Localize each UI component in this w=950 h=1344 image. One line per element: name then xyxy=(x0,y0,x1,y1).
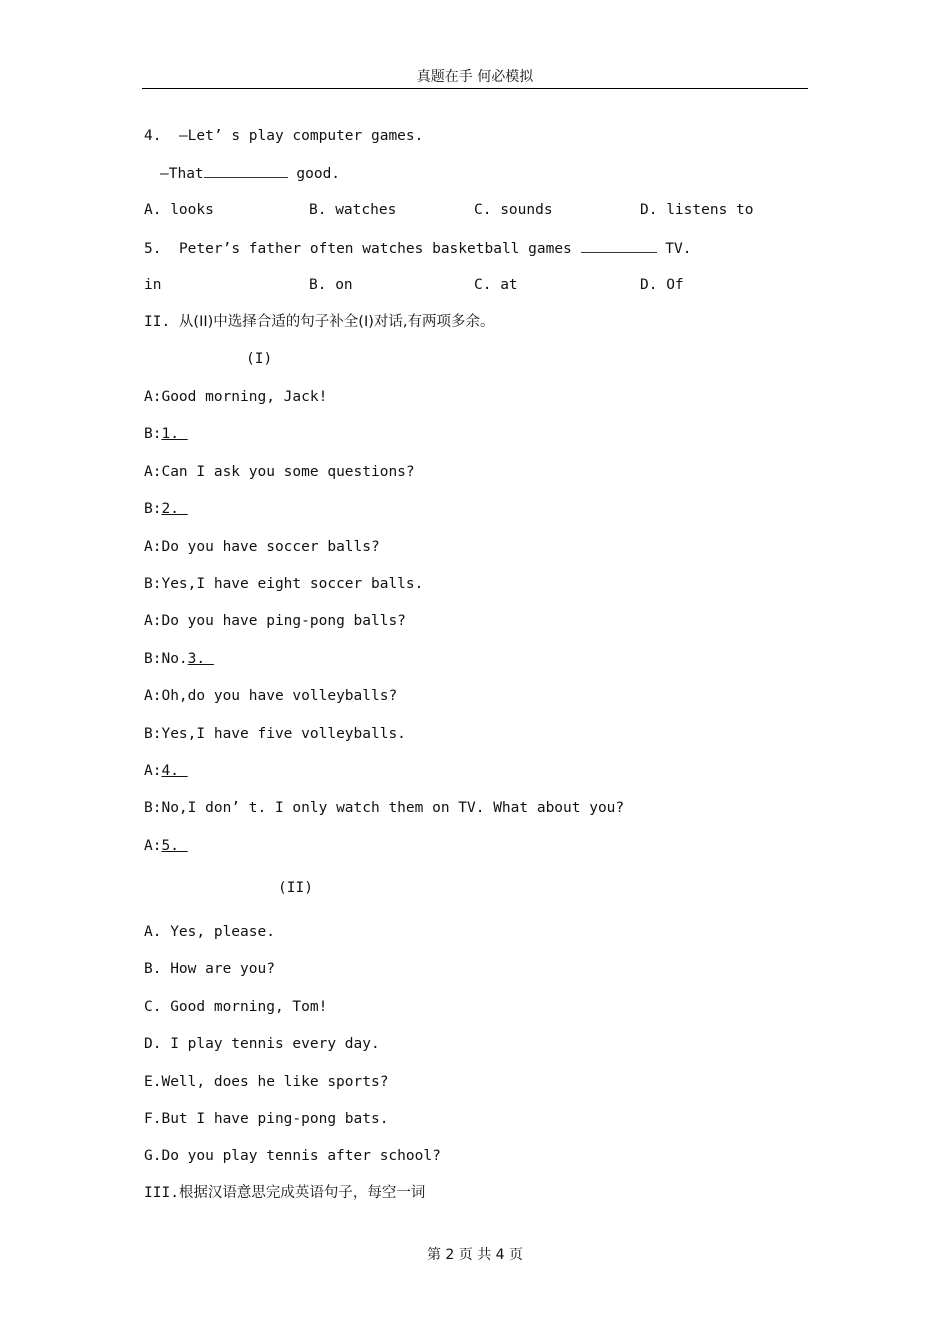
choice-item: D. I play tennis every day. xyxy=(144,1036,380,1052)
speaker-label: A: xyxy=(144,763,162,779)
speaker-label: B: xyxy=(144,426,162,442)
q4-option-c: C. sounds xyxy=(474,202,553,218)
q5-option-c: C. at xyxy=(474,277,518,293)
page-header: 真题在手 何必模拟 xyxy=(416,69,534,85)
dialogue-line xyxy=(144,424,188,444)
speaker-label: A: xyxy=(144,613,162,629)
section3-number: III. xyxy=(144,1185,179,1201)
dialogue-blank[interactable]: 1. xyxy=(161,426,188,442)
section3-instruction: 根据汉语意思完成英语句子，每空一词 xyxy=(178,1185,426,1201)
speaker-label: A: xyxy=(144,539,162,555)
q4-number: 4. xyxy=(144,128,162,144)
speaker-label: B: xyxy=(144,800,162,816)
speaker-label: B: xyxy=(144,651,162,667)
choice-item: G.Do you play tennis after school? xyxy=(144,1148,441,1164)
dialogue-blank[interactable]: 3. xyxy=(187,651,214,667)
dialogue-line xyxy=(144,798,624,818)
speaker-label: A: xyxy=(144,389,162,405)
choice-item: C. Good morning, Tom! xyxy=(144,999,328,1015)
dialogue-line xyxy=(144,611,406,631)
dialogue-line xyxy=(144,574,423,594)
dialogue-line xyxy=(144,387,327,407)
dialogue-line xyxy=(144,462,415,482)
q4-line2 xyxy=(160,163,340,184)
dialogue-text: Do you have soccer balls? xyxy=(161,539,380,555)
choice-item: B. How are you? xyxy=(144,961,275,977)
dialogue-text: Yes,I have eight soccer balls. xyxy=(161,576,424,592)
speaker-label: A: xyxy=(144,464,162,480)
part2-label: (II) xyxy=(278,880,313,896)
dialogue-text: No,I don’ t. I only watch them on TV. What about you? xyxy=(161,800,625,816)
speaker-label: A: xyxy=(144,688,162,704)
q4-line2-end: good. xyxy=(287,166,341,182)
q4-prompt: —Let’ s play computer games. xyxy=(178,128,424,144)
choice-item: F.But I have ping-pong bats. xyxy=(144,1111,389,1127)
dialogue-line xyxy=(144,499,188,519)
dialogue-blank[interactable]: 2. xyxy=(161,501,188,517)
q5-line xyxy=(144,238,691,259)
dialogue-text: Do you have ping-pong balls? xyxy=(161,613,406,629)
q5-number: 5. xyxy=(144,241,162,257)
speaker-label: B: xyxy=(144,576,162,592)
page-footer: 第 2 页 共 4 页 xyxy=(426,1247,524,1263)
dialogue-text: No. xyxy=(161,651,188,667)
q4-option-a: A. looks xyxy=(144,202,214,218)
speaker-label: B: xyxy=(144,726,162,742)
dialogue-text: Oh,do you have volleyballs? xyxy=(161,688,398,704)
q5-option-b: B. on xyxy=(309,277,353,293)
q4-option-d: D. listens to xyxy=(640,202,754,218)
dialogue-blank[interactable]: 5. xyxy=(161,838,188,854)
dialogue-line xyxy=(144,537,380,557)
section2-title xyxy=(144,312,495,332)
section2-number: II. xyxy=(144,314,179,330)
dialogue-line xyxy=(144,761,188,781)
q4-option-b: B. watches xyxy=(309,202,397,218)
header-divider xyxy=(142,88,808,89)
section3-title xyxy=(144,1183,425,1203)
q5-text-start: Peter’s father often watches basketball games xyxy=(178,241,581,257)
choice-item: A. Yes, please. xyxy=(144,924,275,940)
choice-item: E.Well, does he like sports? xyxy=(144,1074,389,1090)
q5-option-d: D. Of xyxy=(640,277,684,293)
dialogue-line xyxy=(144,836,188,856)
q4-line1 xyxy=(144,126,423,146)
speaker-label: A: xyxy=(144,838,162,854)
dialogue-line xyxy=(144,649,214,669)
dialogue-text: Good morning, Jack! xyxy=(161,389,328,405)
q5-option-a: in xyxy=(144,277,162,293)
dialogue-blank[interactable]: 4. xyxy=(161,763,188,779)
dialogue-line xyxy=(144,724,406,744)
dialogue-line xyxy=(144,686,397,706)
q4-line2-start: —That xyxy=(160,166,204,182)
q4-answer-blank[interactable] xyxy=(204,163,288,178)
section2-instruction: 从(II)中选择合适的句子补全(I)对话,有两项多余。 xyxy=(178,314,495,330)
dialogue-text: Yes,I have five volleyballs. xyxy=(161,726,406,742)
q5-text-end: TV. xyxy=(656,241,692,257)
dialogue-text: Can I ask you some questions? xyxy=(161,464,415,480)
speaker-label: B: xyxy=(144,501,162,517)
q5-answer-blank[interactable] xyxy=(581,238,657,253)
part1-label: (I) xyxy=(246,351,273,367)
